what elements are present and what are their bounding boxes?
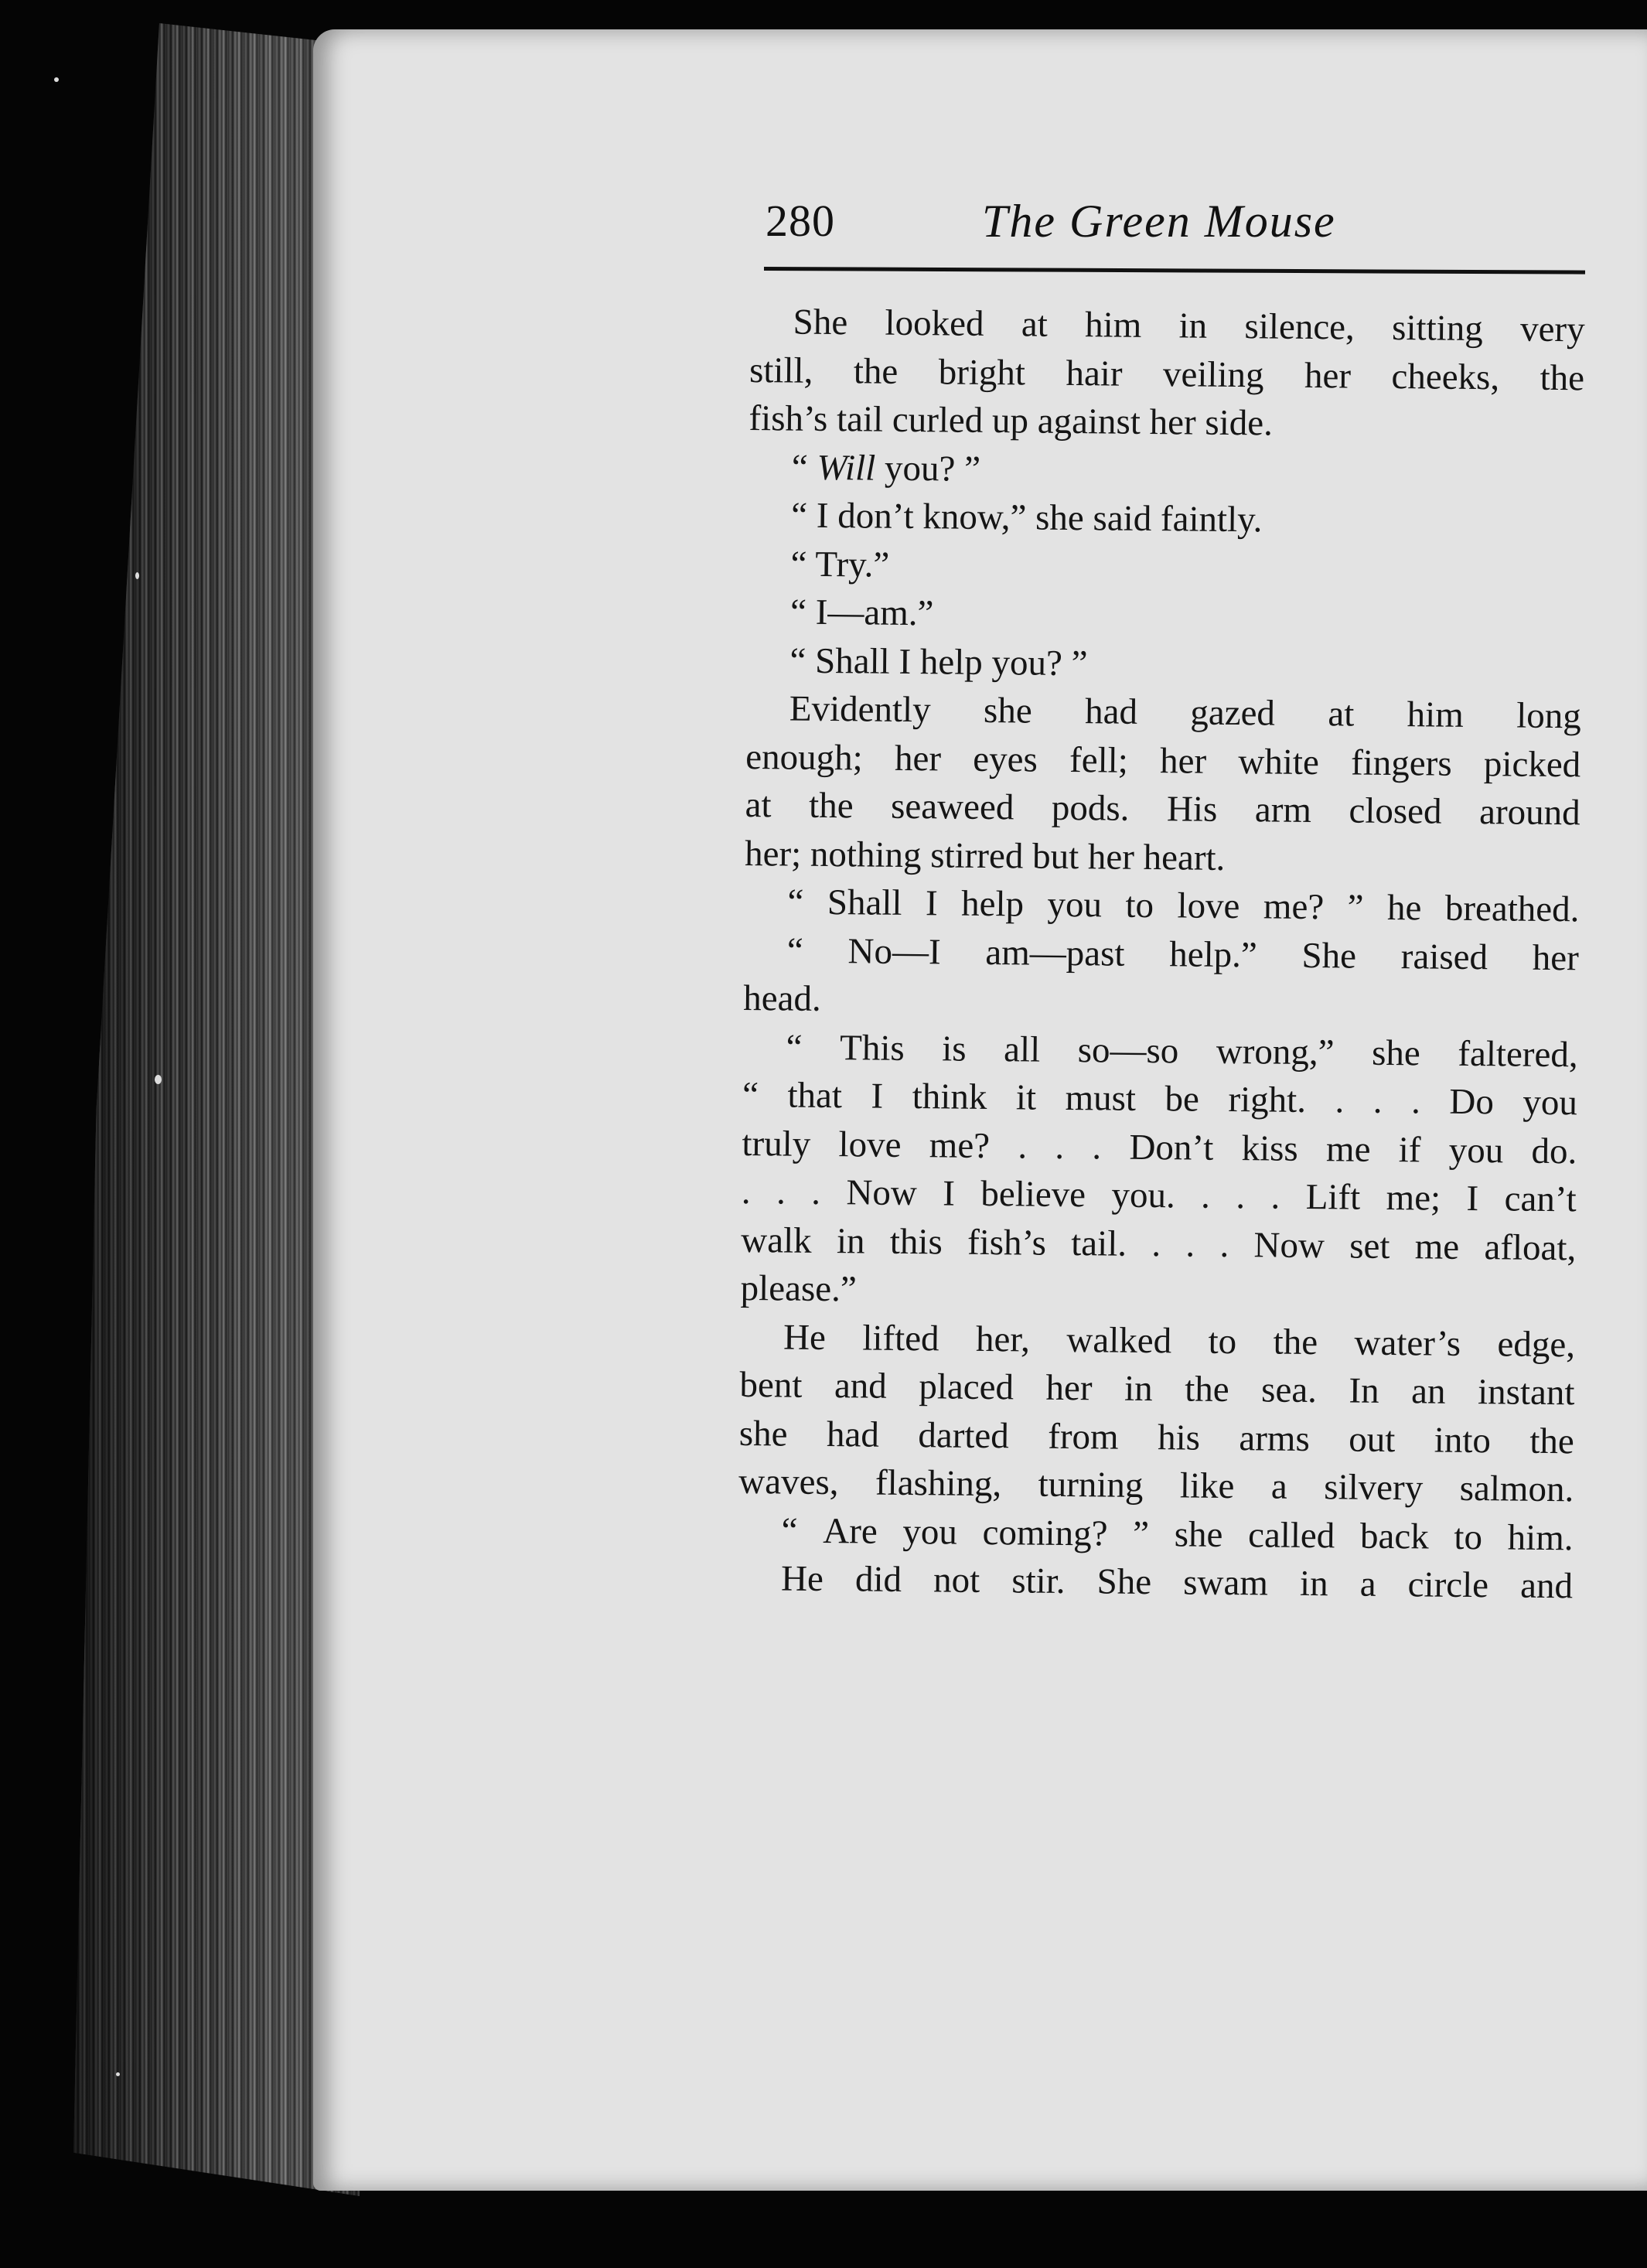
page-header <box>766 195 1585 264</box>
text-line: “ No—I am—past help.” She raised her <box>786 929 1580 978</box>
dust-speck <box>116 2072 120 2076</box>
dust-speck <box>135 572 139 579</box>
text-line: “ This is all so—so wrong,” she faltered, <box>786 1026 1578 1075</box>
dust-speck <box>54 77 59 82</box>
text-line: head. <box>743 977 822 1019</box>
text-line: She looked at him in silence, sitting very <box>793 302 1585 350</box>
text-line: at the seaweed pods. His arm closed around <box>745 784 1581 834</box>
text-line: please.” <box>740 1267 857 1310</box>
text-line: still, the bright hair veiling her cheeks, the <box>748 350 1585 398</box>
text-line: “ Try.” <box>790 544 890 585</box>
text-line: “ that I think it must be right. . . . Do you <box>742 1074 1578 1124</box>
body-text <box>738 298 1585 1611</box>
text-line: “ Shall I help you? ” <box>789 640 1088 684</box>
text-line: bent and placed her in the sea. In an instant <box>739 1364 1575 1414</box>
running-title: The Green Mouse <box>982 196 1336 247</box>
text-line: He lifted her, walked to the water’s edge, <box>783 1316 1576 1365</box>
text-line: “ Shall I help you to love me? ” he breathed. <box>787 882 1580 930</box>
text-line: . . . Now I believe you. . . . Lift me; I can’t <box>741 1171 1577 1220</box>
text-line: He did not stir. She swam in a circle and <box>780 1558 1574 1607</box>
text-line: truly love me? . . . Don’t kiss me if you do. <box>742 1123 1577 1172</box>
text-line: walk in this fish’s tail. . . . Now set me afloat, <box>741 1219 1577 1268</box>
text-line: “ Are you coming? ” she called back to him. <box>781 1509 1574 1558</box>
text-line: her; nothing stirred but her heart. <box>744 833 1226 878</box>
page-number: 280 <box>766 196 835 246</box>
text-line: Evidently she had gazed at him long <box>789 688 1582 737</box>
text-line: “ I—am.” <box>789 592 934 634</box>
text-line: fish’s tail curled up against her side. <box>748 397 1274 444</box>
dust-speck <box>155 1075 162 1084</box>
text-line: “ Will you? ” <box>791 447 981 489</box>
text-line: “ I don’t know,” she said faintly. <box>791 495 1263 541</box>
text-line: enough; her eyes fell; her white fingers picked <box>745 736 1581 785</box>
text-line: waves, flashing, turning like a silvery salmon. <box>738 1461 1574 1510</box>
text-line: she had darted from his arms out into the <box>738 1413 1575 1461</box>
